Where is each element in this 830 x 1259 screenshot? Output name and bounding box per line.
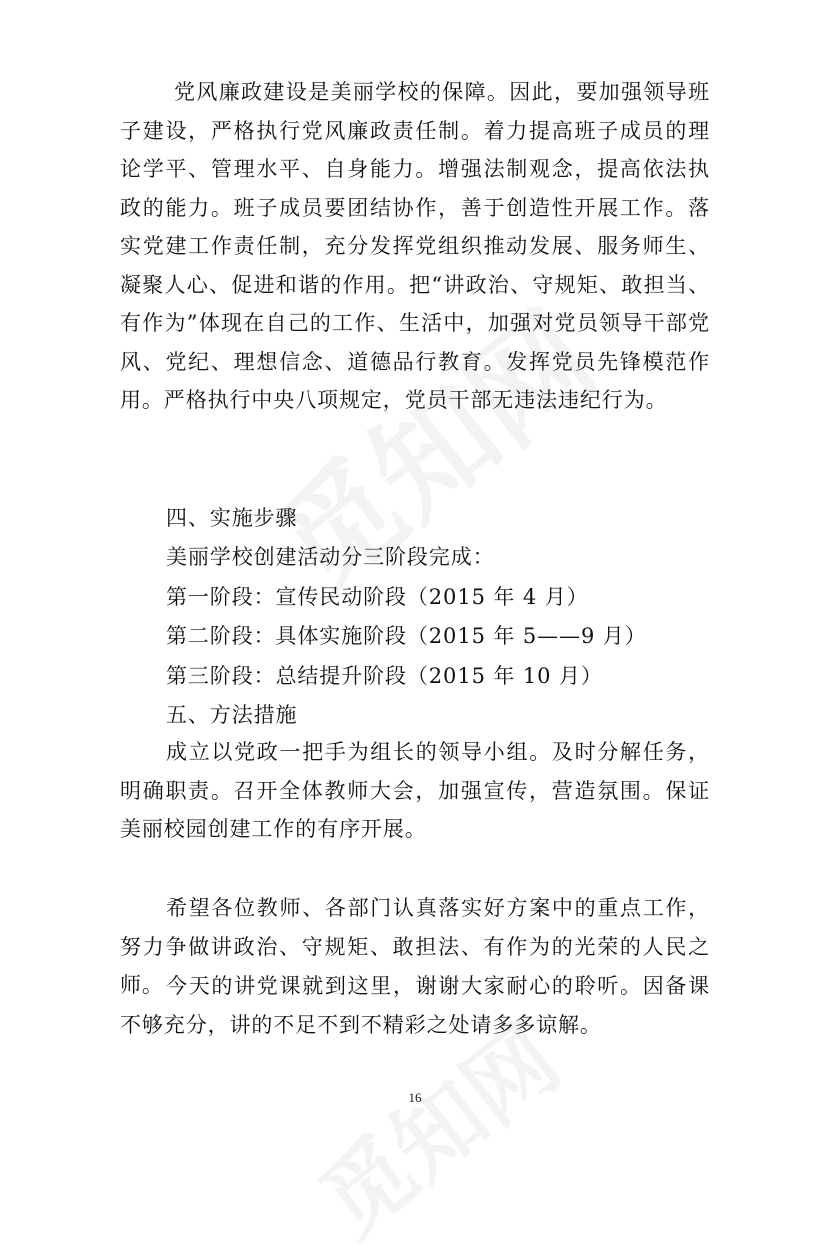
body-line: 美丽学校创建活动分三阶段完成： — [166, 545, 495, 569]
page-number: 16 — [408, 1090, 422, 1105]
body-paragraph: 今天的讲党课就到这里，谢谢大家耐心的聆听。因备课不够充分，讲的不足不到不精彩之处请多多谅解。 — [120, 974, 710, 1037]
stage-item: 第三阶段：总结提升阶段（2015 年 10 月） — [166, 664, 603, 688]
body-paragraph: 希望各位教师、各部门认真落实好方案中的重点工作，努力争做讲政治、守规矩、敢担法、有作为的光荣的人民之师。 — [120, 896, 710, 997]
body-paragraph: 成立以党政一把手为组长的领导小组。及时分解任务，明确职责。召开全体教师大会，加强宣传，营造氛围。保证美丽校园创建工作的有序开展。 — [120, 740, 710, 841]
section-heading: 四、实施步骤 — [166, 506, 298, 530]
stage-item: 第一阶段：宣传民动阶段（2015 年 4 月） — [166, 585, 589, 609]
body-paragraph: 党风廉政建设是美丽学校的保障。因此，要加强领导班子建设，严格执行党风廉政责任制。着力提高班子成员的理论学平、管理水平、自身能力。增强法制观念，提高依法执政的能力。班子成员要团结协作，善于创造性开展工作。落实党建工作责任制，充分发挥党组织推动发展、服务师生、凝聚人心、促进和谐的作用。把“讲政治、守规矩、敢担当、有作为”体现在自己的工作、生活中，加强对党员领导干部党风、党纪、理想信念、道德品行教育。发挥党员先锋模范作用。严格执行中央八项规定，党员干部无违法违纪行为。 — [120, 80, 710, 412]
stage-item: 第二阶段：具体实施阶段（2015 年 5——9 月） — [166, 624, 647, 648]
section-heading: 五、方法措施 — [166, 703, 298, 727]
